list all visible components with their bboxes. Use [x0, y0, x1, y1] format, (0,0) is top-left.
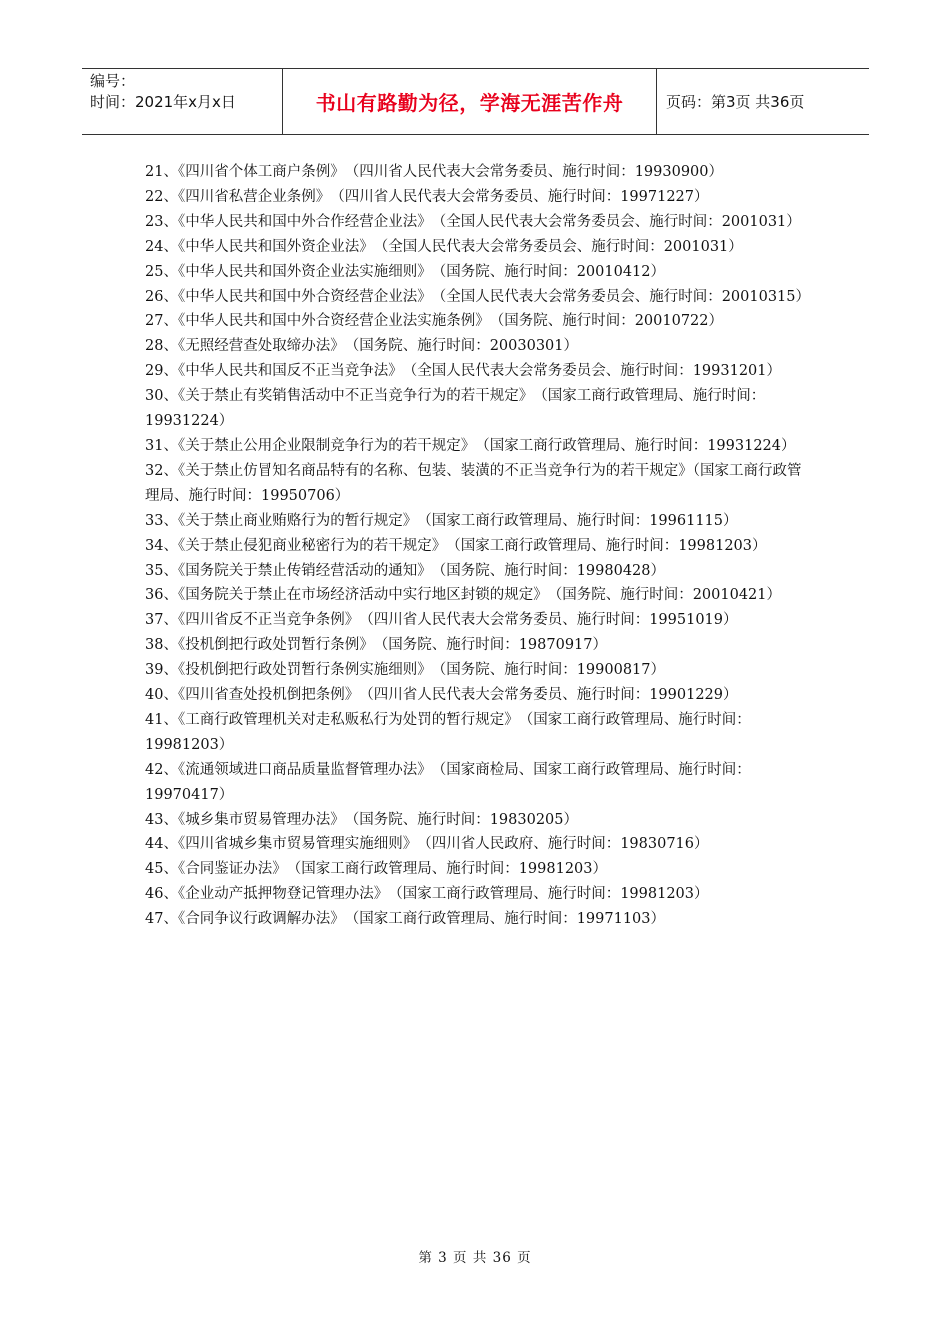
- list-item: 32、《关于禁止仿冒知名商品特有的名称、包装、装潢的不正当竞争行为的若干规定》（国家工商行政管理局、施行时间：19950706）: [145, 462, 802, 504]
- regulation-list: [145, 160, 810, 932]
- page-footer: 第 3 页 共 36 页: [418, 1250, 532, 1266]
- header-page-code: 页码：第3页 共36页: [666, 93, 805, 111]
- list-item: 38、《投机倒把行政处罚暂行条例》 （国务院、施行时间：19870917）: [145, 637, 608, 654]
- list-item: 31、《关于禁止公用企业限制竞争行为的若干规定》 （国家工商行政管理局、施行时间：19931224）: [145, 437, 796, 454]
- list-item: 35、《国务院关于禁止传销经营活动的通知》 （国务院、施行时间：19980428）: [145, 562, 666, 579]
- header-meta: [82, 69, 283, 134]
- list-item: 44、《四川省城乡集市贸易管理实施细则》 （四川省人民政府、施行时间：19830716）: [145, 836, 709, 853]
- list-item: 34、《关于禁止侵犯商业秘密行为的若干规定》 （国家工商行政管理局、施行时间：19981203）: [145, 537, 767, 554]
- list-item: 22、《四川省私营企业条例》 （四川省人民代表大会常务委员、施行时间：19971227）: [145, 188, 709, 205]
- list-item: 42、《流通领域进口商品质量监督管理办法》 （国家商检局、国家工商行政管理局、施行时间：19970417）: [145, 761, 751, 803]
- list-item: 46、《企业动产抵押物登记管理办法》 （国家工商行政管理局、施行时间：19981203）: [145, 886, 709, 903]
- list-item: 30、《关于禁止有奖销售活动中不正当竞争行为的若干规定》 （国家工商行政管理局、施行时间：19931224）: [145, 388, 766, 430]
- list-item: 26、《中华人民共和国中外合资经营企业法》 （全国人民代表大会常务委员会、施行时间：20010315）: [145, 288, 810, 305]
- list-item: 21、《四川省个体工商户条例》 （四川省人民代表大会常务委员、施行时间：19930900）: [145, 164, 724, 180]
- list-item: 28、《无照经营查处取缔办法》 （国务院、施行时间：20030301）: [145, 338, 579, 355]
- header-motto: 书山有路勤为径，学海无涯苦作舟: [283, 69, 657, 134]
- document-time-label: 时间：2021年x月x日: [90, 93, 236, 111]
- page-header: [82, 68, 869, 135]
- list-item: 23、《中华人民共和国中外合作经营企业法》 （全国人民代表大会常务委员会、施行时间：2001031）: [145, 213, 801, 230]
- document-number-label: 编号：: [90, 72, 136, 90]
- list-item: 29、《中华人民共和国反不正当竞争法》 （全国人民代表大会常务委员会、施行时间：19931201）: [145, 363, 781, 380]
- list-item: 27、《中华人民共和国中外合资经营企业法实施条例》 （国务院、施行时间：20010722）: [145, 313, 724, 330]
- list-item: 40、《四川省查处投机倒把条例》 （四川省人民代表大会常务委员、施行时间：19901229）: [145, 687, 738, 704]
- list-item: 39、《投机倒把行政处罚暂行条例实施细则》 （国务院、施行时间：19900817）: [145, 662, 666, 679]
- list-item: 45、《合同鉴证办法》 （国家工商行政管理局、施行时间：19981203）: [145, 861, 608, 878]
- list-item: 33、《关于禁止商业贿赂行为的暂行规定》 （国家工商行政管理局、施行时间：19961115）: [145, 512, 738, 529]
- list-item: 47、《合同争议行政调解办法》 （国家工商行政管理局、施行时间：19971103）: [145, 911, 666, 928]
- list-item: 43、《城乡集市贸易管理办法》 （国务院、施行时间：19830205）: [145, 811, 579, 828]
- list-item: 24、《中华人民共和国外资企业法》 （全国人民代表大会常务委员会、施行时间：2001031）: [145, 238, 743, 255]
- list-item: 37、《四川省反不正当竞争条例》 （四川省人民代表大会常务委员、施行时间：19951019）: [145, 612, 738, 629]
- list-item: 36、《国务院关于禁止在市场经济活动中实行地区封锁的规定》 （国务院、施行时间：20010421）: [145, 587, 781, 604]
- list-item: 41、《工商行政管理机关对走私贩私行为处罚的暂行规定》 （国家工商行政管理局、施行时间：19981203）: [145, 711, 751, 753]
- list-item: 25、《中华人民共和国外资企业法实施细则》 （国务院、施行时间：20010412）: [145, 263, 666, 280]
